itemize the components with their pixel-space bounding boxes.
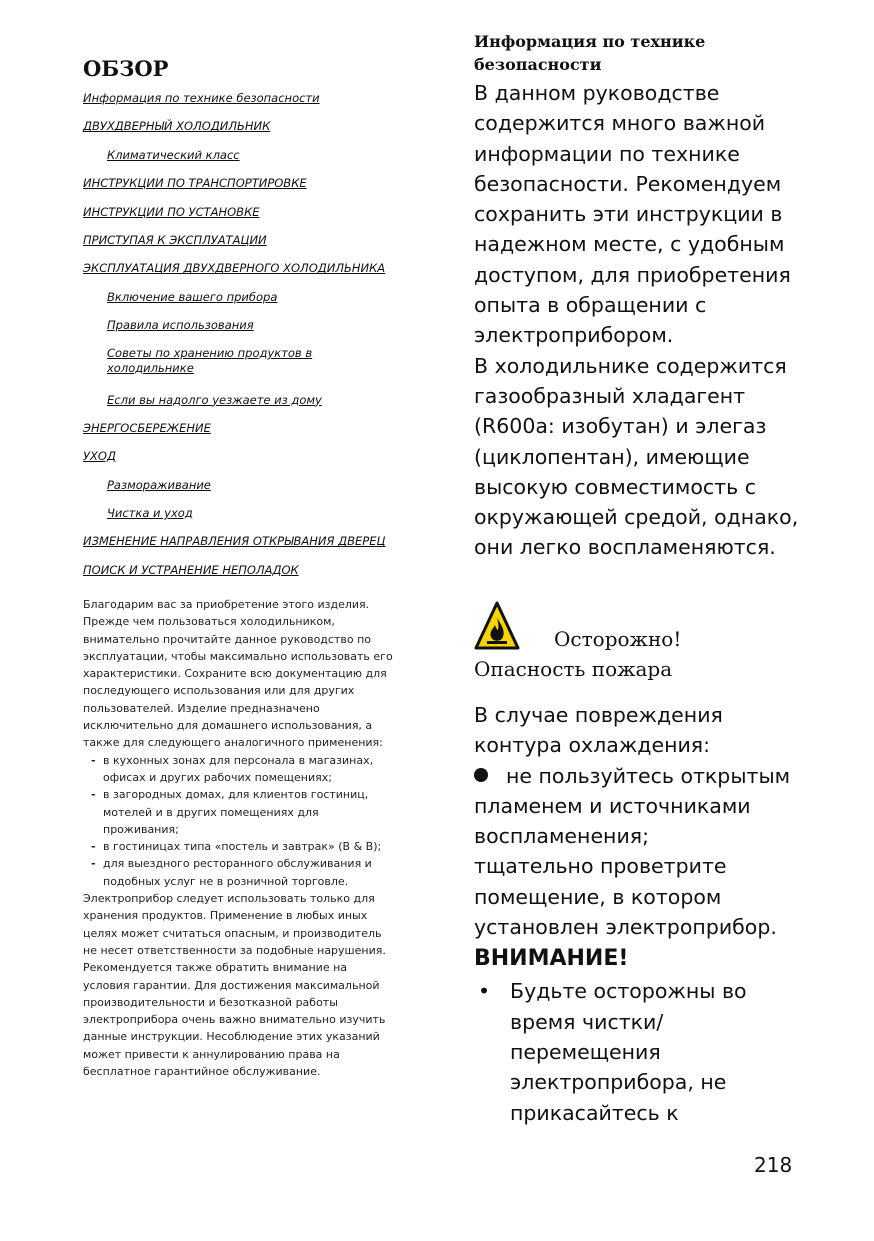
- warning-fire-danger: Опасность пожара: [474, 657, 673, 681]
- damage-intro: В случае повреждения контура охлаждения:: [474, 703, 723, 758]
- safety-paragraph-1: В данном руководстве содержится много важной информации по технике безопасности. Рекомендуем сохранить эти инструкции в надежном месте, с удобным доступом, для приобретения опыта в обращении с электроприбором.: [474, 81, 791, 348]
- safety-body: [474, 78, 804, 563]
- toc-item-operation[interactable]: ЭКСПЛУАТАЦИЯ ДВУХДВЕРНОГО ХОЛОДИЛЬНИКА: [83, 261, 386, 276]
- bullet-dot-icon: •: [478, 979, 491, 1004]
- safety-paragraph-2: В холодильнике содержится газообразный хладагент (R600a: изобутан) и элегаз (циклопентан), имеющие высокую совместимость с окружающей средой, однако, они легко воспламеняются.: [474, 353, 799, 560]
- list-item: - для выездного ресторанного обслуживания и подобных услуг не в розничной торговле.: [91, 857, 372, 888]
- toc-item-usage-rules[interactable]: Правила использования: [107, 318, 254, 333]
- toc-item-storage-tips[interactable]: Советы по хранению продуктов в холодильнике: [107, 345, 313, 375]
- bullet-no-flame: не пользуйтесь открытым пламенем и источниками воспламенения;: [474, 763, 791, 849]
- toc-item-energy-saving[interactable]: ЭНЕРГОСБЕРЕЖЕНИЕ: [83, 420, 211, 435]
- toc-item-climate-class[interactable]: Климатический класс: [107, 147, 240, 162]
- fire-hazard-icon: [474, 600, 520, 652]
- intro-paragraph: Благодарим вас за приобретение этого изделия. Прежде чем пользоваться холодильником, внимательно прочитайте данное руководство по эксплуатации, чтобы максимально использовать его характеристики. Сохраните всю документацию для последующего использования или для других пользователей. Изделие предназначено исключительно для домашнего использования, а также для следующего аналогичного применения:: [83, 598, 393, 750]
- list-item: - в кухонных зонах для персонала в магазинах, офисах и других рабочих помещениях;: [91, 753, 374, 784]
- toc-item-care[interactable]: УХОД: [83, 449, 116, 464]
- intro-text: [83, 596, 393, 1080]
- list-item: - в гостиницах типа «постель и завтрак» (B & B);: [91, 840, 382, 854]
- toc-item-installation[interactable]: ИНСТРУКЦИИ ПО УСТАНОВКЕ: [83, 204, 260, 219]
- ventilate-text: тщательно проветрите помещение, в котором установлен электроприбор.: [474, 854, 777, 940]
- toc-item-troubleshooting[interactable]: ПОИСК И УСТРАНЕНИЕ НЕПОЛАДОК: [83, 562, 299, 577]
- bullet-careful-cleaning: • Будьте осторожны во время чистки/перемещения электроприбора, не прикасайтесь к: [474, 976, 809, 1127]
- warning-caution: Осторожно!: [554, 627, 682, 651]
- table-of-contents: [83, 90, 403, 590]
- toc-item-defrosting[interactable]: Размораживание: [107, 477, 211, 492]
- toc-item-door-reversal[interactable]: ИЗМЕНЕНИЕ НАПРАВЛЕНИЯ ОТКРЫВАНИЯ ДВЕРЕЦ: [83, 534, 386, 549]
- toc-item-long-absence[interactable]: Если вы надолго уезжаете из дому: [107, 392, 322, 407]
- page-number: 218: [754, 1153, 793, 1177]
- usage-list: [83, 752, 393, 890]
- toc-title: ОБЗОР: [83, 56, 169, 81]
- toc-item-transport[interactable]: ИНСТРУКЦИИ ПО ТРАНСПОРТИРОВКЕ: [83, 176, 307, 191]
- fire-warning: [474, 600, 804, 681]
- bullet-icon: [474, 768, 488, 782]
- section-title: Информация по технике безопасности: [474, 32, 706, 74]
- toc-item-safety-info[interactable]: Информация по технике безопасности: [83, 91, 320, 105]
- intro-paragraph-2: Электроприбор следует использовать только для хранения продуктов. Применение в любых иных целях может считаться опасным, и производитель не несет ответственности за подобные нарушения. Рекомендуется также обратить внимание на условия гарантии. Для достижения максимальной производительности и безотказной работы электроприбора очень важно внимательно изучить данные инструкции. Несоблюдение этих указаний может привести к аннулированию права на бесплатное гарантийное обслуживание.: [83, 892, 386, 1079]
- attention-heading: ВНИМАНИЕ!: [474, 946, 629, 972]
- toc-item-two-door-fridge[interactable]: ДВУХДВЕРНЫЙ ХОЛОДИЛЬНИК: [83, 119, 271, 134]
- toc-item-switching-on[interactable]: Включение вашего прибора: [107, 289, 278, 304]
- list-item: - в загородных домах, для клиентов гостиниц, мотелей и в других помещениях для проживания;: [91, 788, 369, 836]
- damage-instructions: [474, 700, 809, 1128]
- toc-item-getting-started[interactable]: ПРИСТУПАЯ К ЭКСПЛУАТАЦИИ: [83, 232, 267, 247]
- toc-item-cleaning[interactable]: Чистка и уход: [107, 506, 193, 521]
